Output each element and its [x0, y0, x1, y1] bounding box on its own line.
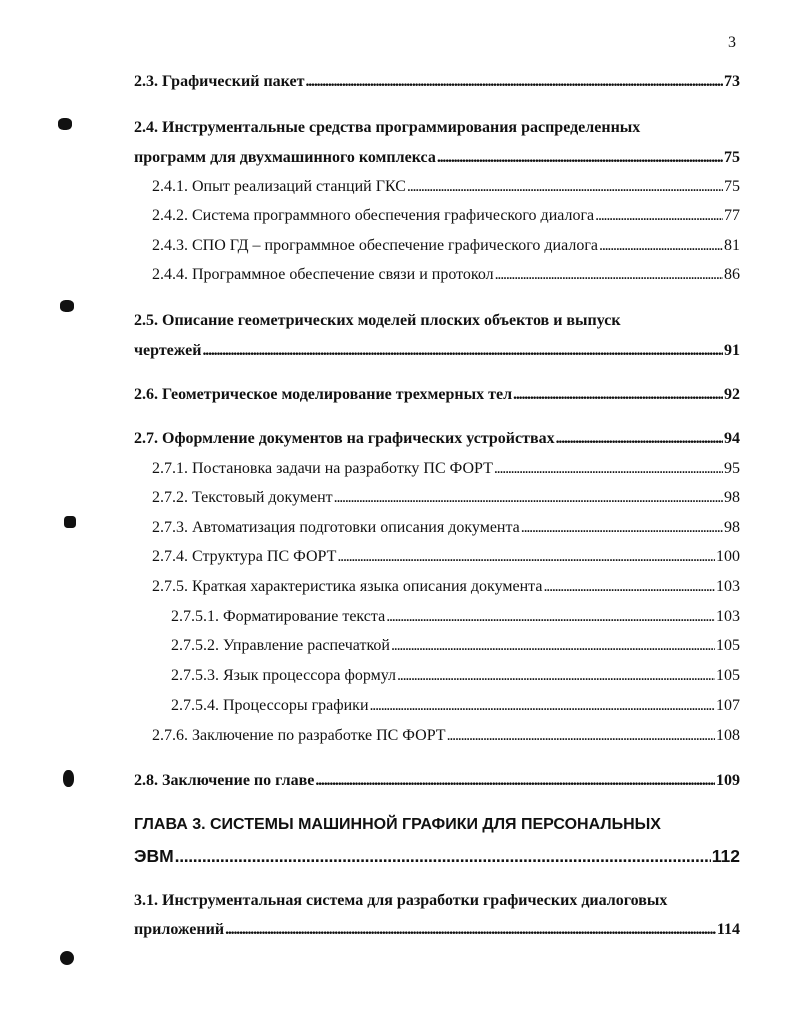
toc-entry-title: 2.6. Геометрическое моделирование трехмерных тел: [134, 386, 513, 403]
toc-entry-page: 86: [724, 266, 740, 283]
toc-entry-title: 2.4.2. Система программного обеспечения графического диалога: [152, 207, 595, 224]
toc-entry-page: 75: [724, 149, 740, 166]
toc-entry-page: 94: [724, 430, 740, 447]
toc-entry-title: чертежей: [134, 342, 202, 359]
toc-entry-title: 2.7.2. Текстовый документ: [152, 489, 333, 506]
toc-entry-title: 2.7. Оформление документов на графических устройствах: [134, 430, 555, 447]
toc-entry-page: 103: [716, 608, 740, 625]
toc-entry-page: 81: [724, 237, 740, 254]
toc-entry-page: 105: [716, 637, 740, 654]
dot-leader: [543, 577, 715, 597]
toc-entry-3-1[interactable]: [134, 920, 740, 940]
toc-entry-title: 2.7.5.4. Процессоры графики: [171, 697, 369, 714]
toc-entry-title: 2.3. Графический пакет: [134, 73, 305, 90]
dot-leader: [556, 429, 723, 449]
toc-entry-2-7-5-4[interactable]: [171, 696, 740, 716]
dot-leader: [386, 607, 715, 627]
dot-leader: [305, 72, 723, 92]
hole-punch-mark: [64, 516, 76, 528]
toc-entry-2-4-line1[interactable]: 2.4. Инструментальные средства программирования распределенных: [134, 119, 641, 136]
toc-entry-2-6[interactable]: [134, 385, 740, 405]
toc-entry-page: 107: [716, 697, 740, 714]
toc-entry-page: 73: [724, 73, 740, 90]
toc-entry-title: 2.4.3. СПО ГД – программное обеспечение графического диалога: [152, 237, 599, 254]
toc-entry-2-7-5-3[interactable]: [171, 666, 740, 686]
dot-leader: [407, 177, 723, 197]
toc-entry-title: ЭВМ: [134, 846, 174, 866]
toc-entry-title: приложений: [134, 921, 225, 938]
toc-entry-title: 2.8. Заключение по главе: [134, 772, 315, 789]
toc-entry-3-1-line1[interactable]: 3.1. Инструментальная система для разработки графических диалоговых: [134, 892, 668, 909]
dot-leader: [521, 518, 723, 538]
toc-entry-2-4-4[interactable]: [152, 265, 740, 285]
hole-punch-mark: [60, 951, 74, 965]
toc-entry-2-7-4[interactable]: [152, 547, 740, 567]
toc-entry-page: 103: [716, 578, 740, 595]
toc-entry-title: 2.7.5. Краткая характеристика языка описания документа: [152, 578, 543, 595]
toc-entry-title: 2.7.5.3. Язык процессора формул: [171, 667, 396, 684]
toc-entry-page: 75: [724, 178, 740, 195]
dot-leader: [397, 666, 715, 686]
toc-entry-title: программ для двухмашинного комплекса: [134, 149, 436, 166]
toc-entry-2-5-line1[interactable]: 2.5. Описание геометрических моделей плоских объектов и выпуск: [134, 312, 621, 329]
dot-leader: [175, 845, 711, 867]
dot-leader: [513, 385, 723, 405]
toc-entry-2-7[interactable]: [134, 429, 740, 449]
dot-leader: [447, 726, 715, 746]
hole-punch-mark: [58, 118, 72, 130]
toc-entry-page: 98: [724, 519, 740, 536]
dot-leader: [202, 341, 723, 361]
toc-entry-2-7-1[interactable]: [152, 459, 740, 479]
toc-entry-2-4-1[interactable]: [152, 177, 740, 197]
dot-leader: [495, 265, 723, 285]
dot-leader: [437, 148, 723, 168]
toc-entry-page: 100: [716, 548, 740, 565]
toc-entry-2-7-3[interactable]: [152, 518, 740, 538]
toc-entry-page: 98: [724, 489, 740, 506]
toc-entry-2-8[interactable]: [134, 771, 740, 791]
toc-entry-title: 2.7.3. Автоматизация подготовки описания документа: [152, 519, 520, 536]
toc-entry-2-5[interactable]: [134, 341, 740, 361]
dot-leader: [391, 636, 715, 656]
dot-leader: [334, 488, 723, 508]
toc-entry-page: 114: [716, 921, 740, 938]
toc-chapter-3-line1[interactable]: ГЛАВА 3. СИСТЕМЫ МАШИННОЙ ГРАФИКИ ДЛЯ ПЕРСОНАЛЬНЫХ: [134, 816, 661, 833]
dot-leader: [599, 236, 723, 256]
page-number: 3: [728, 34, 736, 51]
toc-entry-2-7-5[interactable]: [152, 577, 740, 597]
dot-leader: [315, 771, 715, 791]
toc-entry-title: 2.4.1. Опыт реализаций станций ГКС: [152, 178, 406, 195]
toc-entry-2-7-2[interactable]: [152, 488, 740, 508]
toc-entry-page: 108: [716, 727, 740, 744]
toc-entry-2-7-5-2[interactable]: [171, 636, 740, 656]
toc-entry-2-4[interactable]: [134, 148, 740, 168]
toc-entry-page: 91: [724, 342, 740, 359]
toc-chapter-3[interactable]: [134, 845, 740, 867]
dot-leader: [494, 459, 723, 479]
toc-entry-2-4-3[interactable]: [152, 236, 740, 256]
toc-entry-page: 109: [716, 772, 740, 789]
toc-entry-page: 77: [724, 207, 740, 224]
toc-entry-page: 95: [724, 460, 740, 477]
dot-leader: [370, 696, 716, 716]
toc-entry-page: 92: [724, 386, 740, 403]
toc-entry-title: 2.4.4. Программное обеспечение связи и протокол: [152, 266, 494, 283]
dot-leader: [225, 920, 716, 940]
toc-entry-2-4-2[interactable]: [152, 206, 740, 226]
toc-entry-2-3[interactable]: [134, 72, 740, 92]
dot-leader: [337, 547, 715, 567]
toc-entry-page: 112: [711, 846, 740, 866]
toc-entry-title: 2.7.5.2. Управление распечаткой: [171, 637, 390, 654]
toc-entry-title: 2.7.6. Заключение по разработке ПС ФОРТ: [152, 727, 446, 744]
toc-entry-2-7-5-1[interactable]: [171, 607, 740, 627]
toc-entry-title: 2.7.1. Постановка задачи на разработку ПС ФОРТ: [152, 460, 493, 477]
hole-punch-mark: [60, 300, 74, 312]
hole-punch-mark: [63, 770, 74, 787]
dot-leader: [595, 206, 723, 226]
toc-entry-2-7-6[interactable]: [152, 726, 740, 746]
toc-entry-title: 2.7.5.1. Форматирование текста: [171, 608, 386, 625]
toc-entry-page: 105: [716, 667, 740, 684]
toc-entry-title: 2.7.4. Структура ПС ФОРТ: [152, 548, 337, 565]
